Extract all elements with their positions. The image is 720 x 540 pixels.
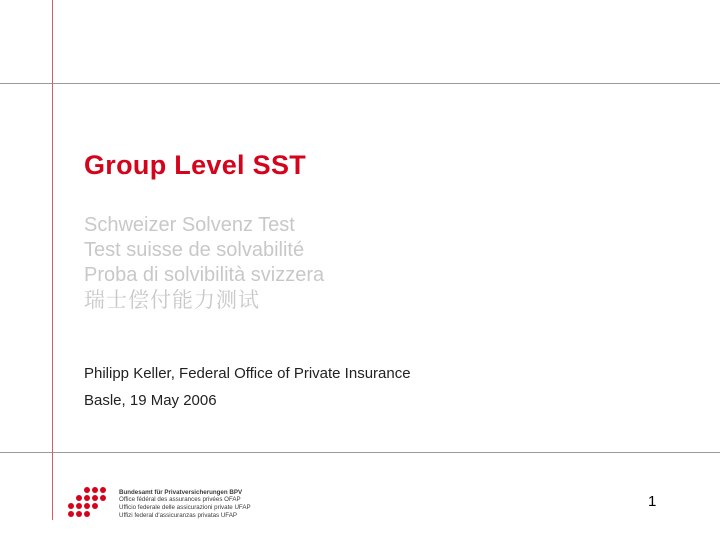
subtitle-de: Schweizer Solvenz Test (84, 214, 295, 236)
red-dot-grid-logo-icon (66, 487, 112, 521)
page-number: 1 (648, 493, 657, 510)
subtitle-it: Proba di solvibilità svizzera (84, 264, 325, 286)
header-divider (0, 83, 720, 84)
org-line-rm: Uffizi federal d'assicuranzas privatas UFAP (119, 511, 237, 519)
author-place-date: Basle, 19 May 2006 (84, 392, 217, 409)
org-line-fr: Office fédéral des assurances privées OFAP (119, 496, 241, 504)
footer-logo (66, 487, 251, 521)
org-line-de: Bundesamt für Privatversicherungen BPV (119, 488, 243, 496)
author-block (84, 360, 411, 414)
page-title: Group Level SST (84, 150, 307, 180)
footer-divider (0, 452, 720, 453)
author-name-affiliation: Philipp Keller, Federal Office of Private Insurance (84, 365, 411, 382)
subtitle-zh: 瑞士偿付能力测试 (84, 289, 260, 312)
subtitle-fr: Test suisse de solvabilité (84, 239, 305, 261)
left-accent-line (52, 0, 53, 520)
organization-name (119, 489, 251, 519)
org-line-it: Ufficio federale delle assicurazioni private UFAP (119, 504, 251, 511)
subtitle-block (84, 213, 324, 313)
